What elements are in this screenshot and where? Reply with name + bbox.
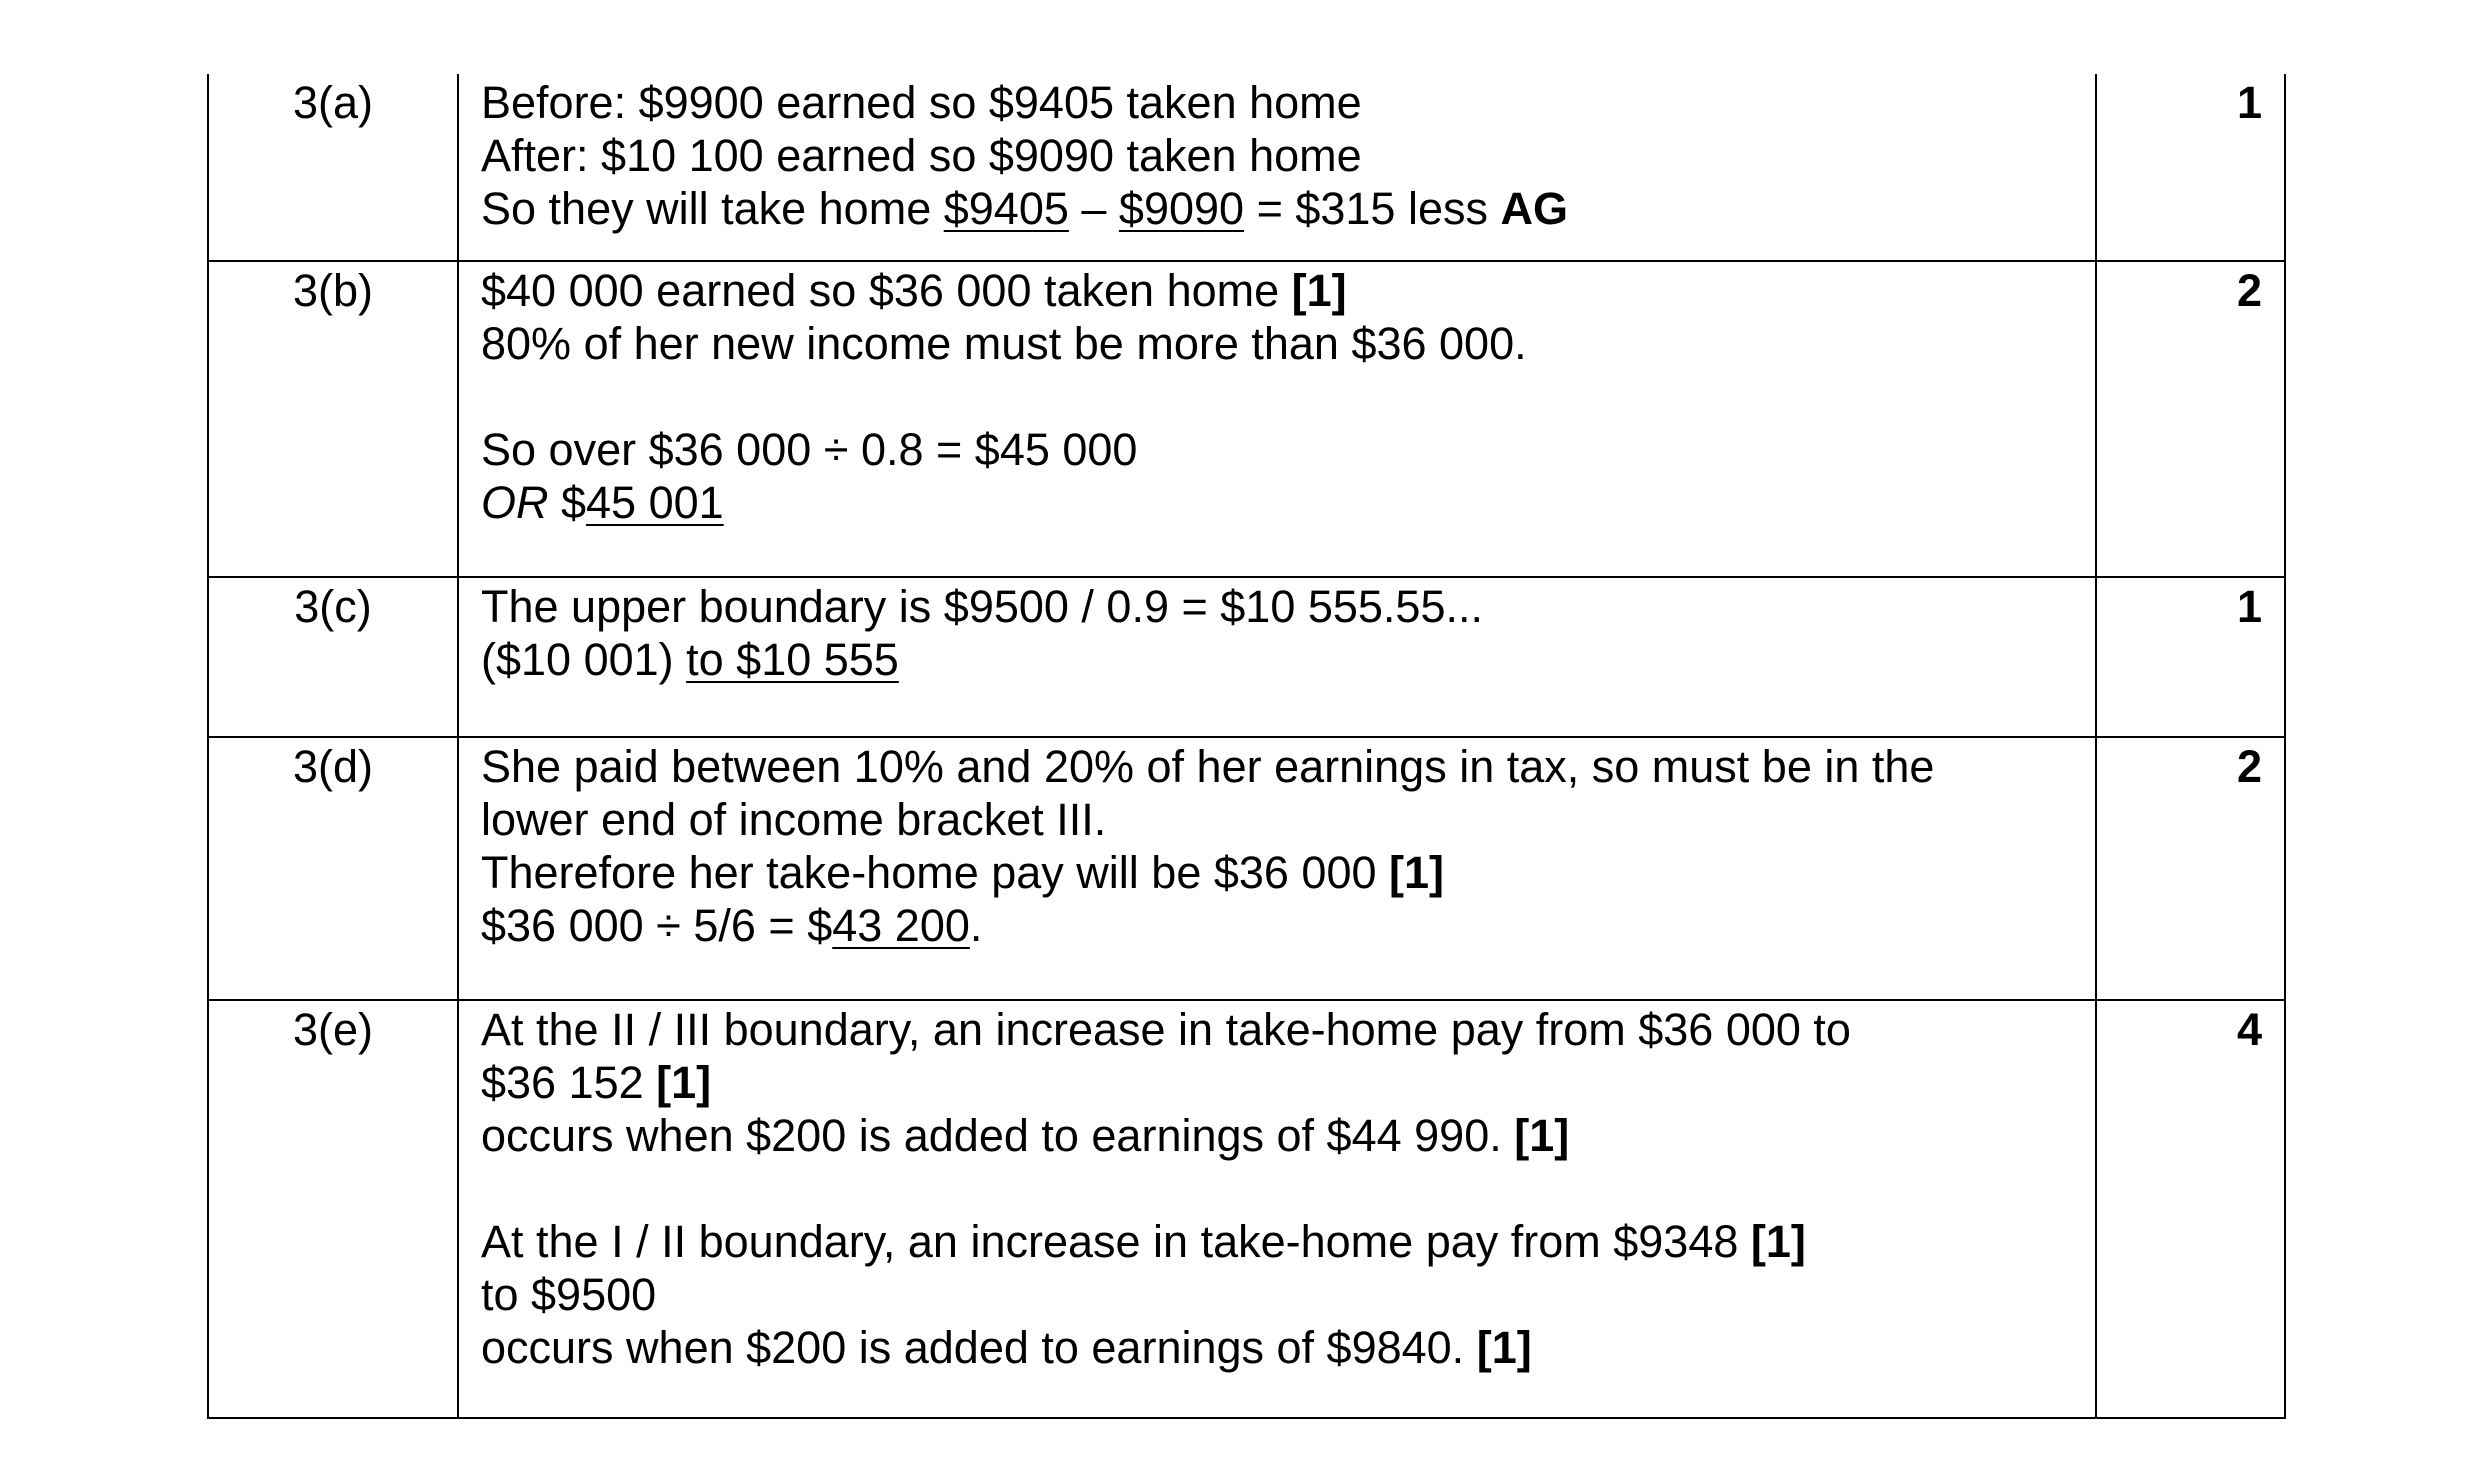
question-number: 3(a) (208, 74, 458, 261)
answer-line: $40 000 earned so $36 000 taken home [1] (481, 265, 1347, 316)
answer-line: lower end of income bracket III. (481, 794, 1107, 845)
question-number: 3(e) (208, 1000, 458, 1418)
answer-given-marker: AG (1500, 183, 1568, 234)
answer-line: $36 152 [1] (481, 1057, 712, 1108)
marks-cell: 2 (2096, 261, 2285, 577)
answer-cell (458, 737, 2096, 1000)
answer-line: Before: $9900 earned so $9405 taken home (481, 77, 1362, 128)
question-number: 3(c) (208, 577, 458, 737)
question-number: 3(b) (208, 261, 458, 577)
answer-line: After: $10 100 earned so $9090 taken home (481, 130, 1362, 181)
marks-cell: 1 (2096, 74, 2285, 261)
table-row (208, 1000, 2285, 1418)
question-number: 3(d) (208, 737, 458, 1000)
marks-cell: 2 (2096, 737, 2285, 1000)
answer-line: occurs when $200 is added to earnings of $9840. [1] (481, 1322, 1532, 1373)
table-row (208, 577, 2285, 737)
mark-marker: [1] (1750, 1216, 1806, 1267)
answer-line: At the I / II boundary, an increase in take-home pay from $9348 [1] (481, 1216, 1806, 1267)
answer-line: She paid between 10% and 20% of her earnings in tax, so must be in the (481, 741, 1935, 792)
marks-cell: 1 (2096, 577, 2285, 737)
answer-line: ($10 001) to $10 555 (481, 634, 899, 685)
answer-line: $36 000 ÷ 5/6 = $43 200. (481, 900, 983, 951)
answer-cell (458, 261, 2096, 577)
underlined-value: 45 001 (586, 477, 724, 528)
table-row (208, 737, 2285, 1000)
answer-line: So they will take home $9405 – $9090 = $315 less AG (481, 183, 1568, 234)
table-row (208, 74, 2285, 261)
underlined-value: $9090 (1118, 183, 1245, 234)
mark-marker: [1] (1476, 1322, 1532, 1373)
answer-line: The upper boundary is $9500 / 0.9 = $10 555.55... (481, 581, 1483, 632)
mark-marker: [1] (1291, 265, 1347, 316)
answer-cell (458, 1000, 2096, 1418)
answer-line: So over $36 000 ÷ 0.8 = $45 000 (481, 424, 1138, 475)
marks-cell: 4 (2096, 1000, 2285, 1418)
answer-cell (458, 577, 2096, 737)
mark-marker: [1] (1514, 1110, 1570, 1161)
answer-line: OR $45 001 (481, 477, 724, 528)
underlined-value: to $10 555 (686, 634, 899, 685)
answer-line: occurs when $200 is added to earnings of $44 990. [1] (481, 1110, 1570, 1161)
answer-line: Therefore her take-home pay will be $36 000 [1] (481, 847, 1445, 898)
mark-marker: [1] (1389, 847, 1445, 898)
answer-line: At the II / III boundary, an increase in take-home pay from $36 000 to (481, 1004, 1851, 1055)
answer-cell (458, 74, 2096, 261)
underlined-value: $9405 (943, 183, 1069, 234)
underlined-value: 43 200 (832, 900, 970, 951)
answer-line: 80% of her new income must be more than $36 000. (481, 318, 1527, 369)
answer-line: to $9500 (481, 1269, 657, 1320)
table-row (208, 261, 2285, 577)
mark-marker: [1] (656, 1057, 712, 1108)
mark-scheme-table (207, 74, 2286, 1419)
